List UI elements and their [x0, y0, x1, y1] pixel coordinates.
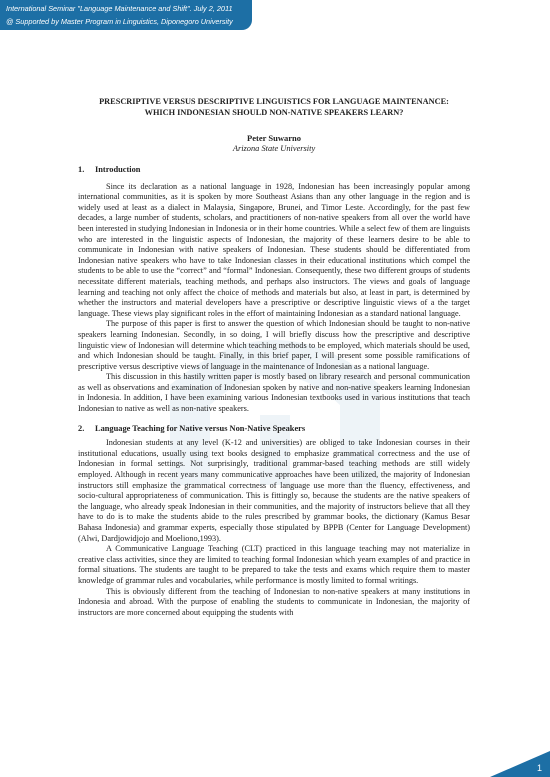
section-heading-introduction: [78, 165, 470, 176]
paragraph: Indonesian students at any level (K-12 and universities) are obliged to take Indonesian courses in their institutional educations, usually using text books designed to emphasize grammatical correctness and the use of Indonesian in formal settings. Not surprisingly, traditional grammar-based teaching methods are still widely employed. Although in recent years many communicative approaches have been utilized, the majority of Indonesian instructors still emphasize the grammatical correctness of language use more than the fluency, effectiveness, and socio-cultural appropriateness of communication. This is fittingly so, because the students are the native speakers of the language, who already speak Indonesian in their communities, and the majority of instructors believe that all they have to do is to make the students abide to the rules prescribed by grammar books, the dictionary (Kamus Besar Bahasa Indonesia) and grammar experts, especially those stipulated by BPPB (Center for Language Development) (Alwi, Dardjowidjojo and Moeliono,1993).: [78, 438, 470, 543]
author-affiliation: Arizona State University: [232, 143, 316, 153]
paper-title: [78, 96, 470, 118]
author-name: Peter Suwarno: [247, 133, 301, 143]
section-title: Language Teaching for Native versus Non-Native Speakers: [95, 423, 306, 433]
paper-title-line1: PRESCRIPTIVE VERSUS DESCRIPTIVE LINGUISTICS FOR LANGUAGE MAINTENANCE:: [99, 97, 449, 106]
section-number: 1.: [78, 165, 85, 174]
paragraph: This discussion in this hastily written paper is mostly based on library research and personal communication as well as observations and examination of Indonesian spoken by native and non-native speakers learning Indonesian in Indonesia. In addition, I have been examining various Indonesian textbooks used in various institutions that teach Indonesian to native as well as non-native speakers.: [78, 372, 470, 414]
paragraph: Since its declaration as a national language in 1928, Indonesian has been increasingly popular among international communities, as it is spoken by more Southeast Asians than any other language in the region and is widely used at least as a dialect in Malaysia, Singapore, Brunei, and Timor Leste. Accordingly, for the past few decades, a large number of students, scholars, and practitioners of non-native speakers from all over the world have been interested in studying Indonesian in Indonesia or in their home countries. While a select few of them are linguists who are interested in the linguistic aspects of Indonesian, the majority of these learners desire to be able to communicate in Indonesian with native speakers of Indonesian. These students should be differentiated from Indonesian native speakers who have to take Indonesian classes in their educational institutions which compel the students to be able to use the “correct” and “formal” Indonesian. Consequently, these two different groups of students necessitate different materials, teaching methods, and perhaps also instructors. The views and goals of language learning and teaching not only affect the choice of methods and materials but also, at least in part, is determined by whether the instructors and material developers have a prescriptive or descriptive linguistic views of a the target language. These views play significant roles in the effort of maintaining Indonesian as a standard national language.: [78, 181, 470, 318]
paragraph: A Communicative Language Teaching (CLT) practiced in this language teaching may not materialize in creative class activities, since they are limited to teaching formal Indonesian which yearn examples of and practice in formal situations. The students are taught to be prepared to take the tests and exams which require them to master knowledge of grammar rules and vocabularies, while performance is mostly limited to formal writings.: [78, 544, 470, 585]
conference-header-line2: @ Supported by Master Program in Linguistics, Diponegoro University: [6, 16, 233, 26]
conference-header-line1: International Seminar "Language Maintenance and Shift". July 2, 2011: [6, 4, 233, 13]
paragraph: The purpose of this paper is first to answer the question of which Indonesian should be taught to non-native speakers learning Indonesian. Secondly, in so doing, I will briefly discuss how the prescriptive and descriptive linguistic view of Indonesian will determine which teaching methods to be employed, which materials should be used, and which Indonesian should be taught. Finally, in this brief paper, I will present some possible ramifications of prescriptive versus descriptive views of language in the maintenance of Indonesian as a national language.: [78, 319, 470, 371]
page-number: 1: [536, 763, 542, 773]
section-title: Introduction: [95, 165, 141, 174]
paper-body: [78, 96, 470, 618]
conference-header: [0, 0, 252, 30]
paragraph: This is obviously different from the teaching of Indonesian to non-native speakers at many institutions in Indonesia and abroad. With the purpose of enabling the students to communicate in Indonesian, the majority of instructors are more concerned about equipping the students with: [78, 586, 470, 617]
paper-title-line2: WHICH INDONESIAN SHOULD NON-NATIVE SPEAKERS LEARN?: [144, 108, 404, 117]
section-heading-language-teaching: [78, 424, 470, 435]
section-number: 2.: [78, 423, 85, 433]
